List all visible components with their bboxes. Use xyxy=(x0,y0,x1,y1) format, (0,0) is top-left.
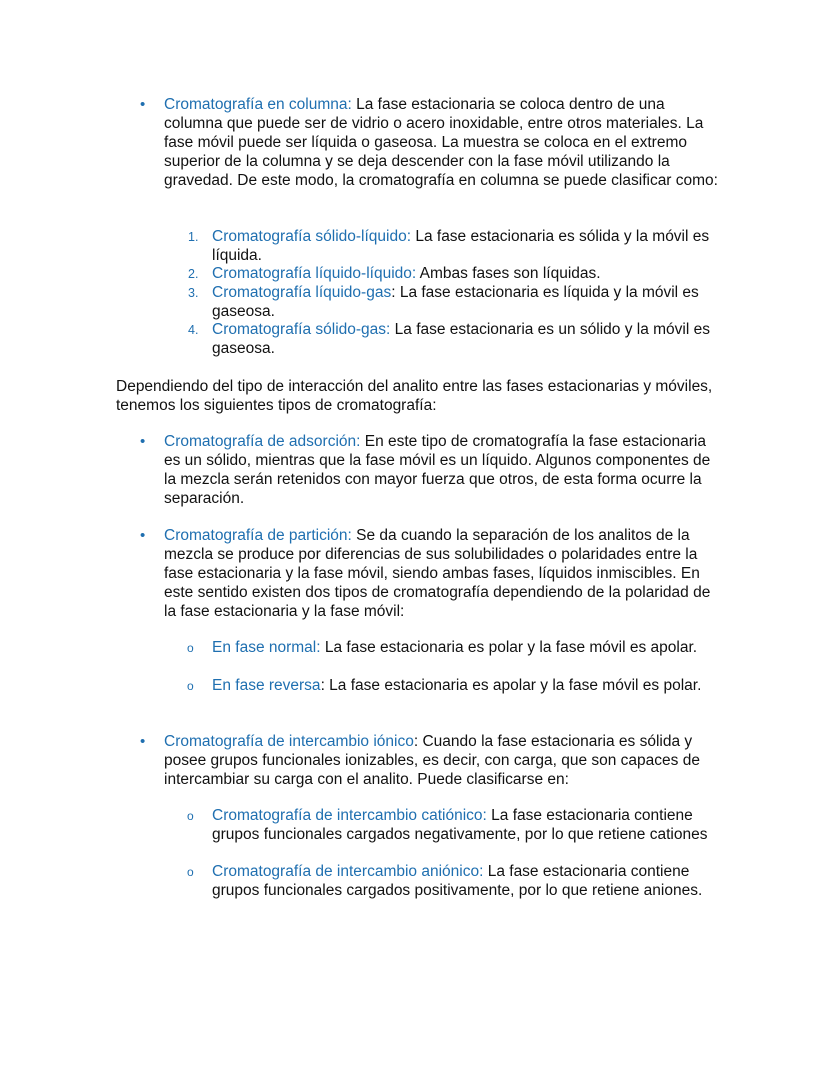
text-liquid-liquid: Ambas fases son líquidas. xyxy=(416,265,601,282)
circle-bullet-icon: o xyxy=(187,865,194,879)
sublist-item-3 xyxy=(188,283,732,321)
term-normal-phase: En fase normal: xyxy=(212,639,321,656)
sublist-item-anion xyxy=(187,862,732,900)
text-solid-gas: La fase estacionaria es un sólido y la móvil es gaseosa. xyxy=(212,321,710,357)
text-normal-phase: La fase estacionaria es polar y la fase móvil es apolar. xyxy=(320,639,698,656)
circle-bullet-icon: o xyxy=(187,809,194,823)
intro-paragraph: Dependiendo del tipo de interacción del analito entre las fases estacionarias y móviles, tenemos los siguientes tipos de cromatografía: xyxy=(116,378,713,414)
term-cation-exchange: Cromatografía de intercambio catiónico: xyxy=(212,807,487,824)
sublist-item-reverse xyxy=(187,676,732,695)
text-reverse-phase: : La fase estacionaria es apolar y la fase móvil es polar. xyxy=(320,677,702,694)
term-partition: Cromatografía de partición: xyxy=(164,527,352,544)
text-anion-exchange: La fase estacionaria contiene grupos funcionales cargados positivamente, por lo que retiene aniones. xyxy=(212,863,703,899)
list-item-partition xyxy=(140,526,724,621)
term-solid-gas: Cromatografía sólido-gas: xyxy=(212,321,391,338)
text-adsorption: En este tipo de cromatografía la fase estacionaria es un sólido, mientras que la fase móvil es un líquido. Algunos componentes de la mezcla serán retenidos con mayor fuerza que otros, de esta forma ocurre la separación. xyxy=(164,433,711,507)
text-cation-exchange: La fase estacionaria contiene grupos funcionales cargados negativamente, por lo que retiene cationes xyxy=(212,807,708,843)
list-number: 1. xyxy=(188,230,199,244)
term-liquid-liquid: Cromatografía líquido-líquido: xyxy=(212,265,417,282)
text-column: La fase estacionaria se coloca dentro de una columna que puede ser de vidrio o acero inoxidable, entre otros materiales. La fase móvil puede ser líquida o gaseosa. La muestra se coloca en el extremo superior de la columna y se deja descender con la fase móvil utilizando la gravedad. De este modo, la cromatografía en columna se puede clasificar como: xyxy=(164,96,718,189)
term-column: Cromatografía en columna: xyxy=(164,96,352,113)
circle-bullet-icon: o xyxy=(187,679,194,693)
list-number: 2. xyxy=(188,267,199,281)
sublist-item-4 xyxy=(188,320,732,358)
term-adsorption: Cromatografía de adsorción: xyxy=(164,433,361,450)
bullet-icon: • xyxy=(140,527,146,544)
text-ion-exchange: : Cuando la fase estacionaria es sólida y posee grupos funcionales ionizables, es decir, con carga, que son capaces de intercambiar su carga con el analito. Puede clasificarse en: xyxy=(164,733,700,788)
term-solid-liquid: Cromatografía sólido-líquido: xyxy=(212,228,412,245)
term-anion-exchange: Cromatografía de intercambio aniónico: xyxy=(212,863,484,880)
text-liquid-gas: : La fase estacionaria es líquida y la móvil es gaseosa. xyxy=(212,284,699,320)
list-item-column xyxy=(140,95,724,190)
circle-bullet-icon: o xyxy=(187,641,194,655)
term-liquid-gas: Cromatografía líquido-gas xyxy=(212,284,392,301)
sublist-item-1 xyxy=(188,227,732,265)
sublist-item-2 xyxy=(188,264,732,283)
bullet-icon: • xyxy=(140,96,146,113)
list-item-adsorption xyxy=(140,432,724,508)
term-reverse-phase: En fase reversa xyxy=(212,677,321,694)
term-ion-exchange: Cromatografía de intercambio iónico xyxy=(164,733,414,750)
sublist-item-normal xyxy=(187,638,732,657)
list-number: 3. xyxy=(188,286,199,300)
text-partition: Se da cuando la separación de los analitos de la mezcla se produce por diferencias de sus solubilidades o polaridades entre la fase estacionaria y la fase móvil, siendo ambas fases, líquidos inmiscibles. En este sentido existen dos tipos de cromatografía dependiendo de la polaridad de la fase estacionaria y la fase móvil: xyxy=(164,527,711,620)
bullet-icon: • xyxy=(140,433,146,450)
bullet-icon: • xyxy=(140,733,146,750)
list-item-ion-exchange xyxy=(140,732,724,789)
sublist-item-cation xyxy=(187,806,732,844)
text-solid-liquid: La fase estacionaria es sólida y la móvil es líquida. xyxy=(212,228,710,264)
list-number: 4. xyxy=(188,323,199,337)
